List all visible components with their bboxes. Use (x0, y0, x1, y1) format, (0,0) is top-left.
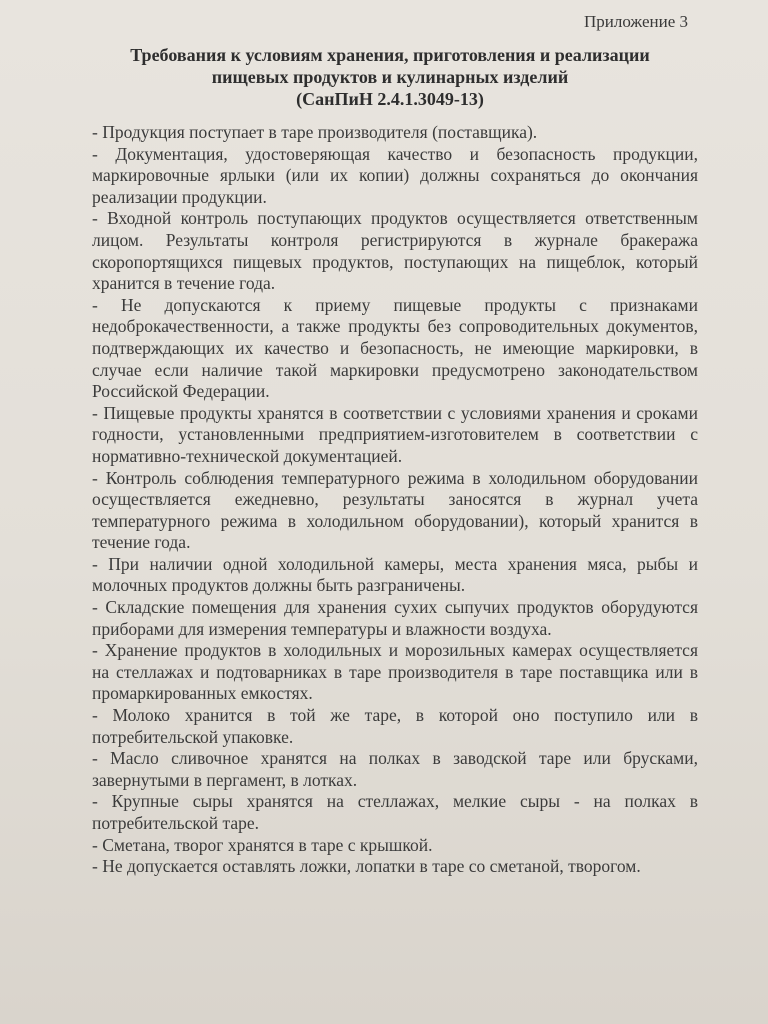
requirement-paragraph: - Не допускается оставлять ложки, лопатки в таре со сметаной, творогом. (92, 856, 641, 877)
requirement-paragraph: - Пищевые продукты хранятся в соответствии с условиями хранения и сроками годности, установленными предприятием-изготовителем в соответствии с нормативно-технической документацией. (92, 402, 698, 466)
requirement-paragraph: - Хранение продуктов в холодильных и морозильных камерах осуществляется на стеллажах и подтоварниках в таре производителя в таре поставщика или в промаркированных емкостях. (92, 640, 698, 704)
requirement-paragraph: - Масло сливочное хранятся на полках в заводской таре или брусками, завернутыми в пергамент, в лотках. (92, 748, 698, 790)
requirement-paragraph: - Продукция поступает в таре производителя (поставщика). (92, 122, 538, 142)
document-title (70, 44, 710, 110)
requirement-paragraph: - Контроль соблюдения температурного режима в холодильном оборудовании осуществляется ежедневно, результаты заносятся в журнал учета температурного режима в холодильном оборудовании), который хранится в течение года. (92, 467, 698, 553)
document-body (92, 122, 698, 878)
requirement-paragraph: - Молоко хранится в той же таре, в которой оно поступило или в потребительской упаковке. (92, 705, 698, 747)
requirement-paragraph: - Крупные сыры хранятся на стеллажах, мелкие сыры - на полках в потребительской таре. (92, 791, 698, 833)
requirement-paragraph: - Сметана, творог хранятся в таре с крышкой. (92, 834, 433, 855)
title-line: (СанПиН 2.4.1.3049-13) (296, 89, 484, 109)
requirement-paragraph: - Входной контроль поступающих продуктов осуществляется ответственным лицом. Результаты контроля регистрируются в журнале бракеража скоропортящихся пищевых продуктов, поступающих на пищеблок, который хранится в течение года. (92, 208, 698, 294)
appendix-label: Приложение 3 (584, 12, 688, 31)
title-line: пищевых продуктов и кулинарных изделий (211, 67, 569, 87)
requirement-paragraph: - Складские помещения для хранения сухих сыпучих продуктов оборудуются приборами для измерения температуры и влажности воздуха. (92, 597, 698, 639)
requirement-paragraph: - При наличии одной холодильной камеры, места хранения мяса, рыбы и молочных продуктов должны быть разграничены. (92, 553, 698, 596)
requirement-paragraph: - Документация, удостоверяющая качество и безопасность продукции, маркировочные ярлыки (или их копии) должны сохраняться до окончания реализации продукции. (92, 143, 698, 207)
requirement-paragraph: - Не допускаются к приему пищевые продукты с признаками недоброкачественности, а также продукты без сопроводительных документов, подтверждающих их качество и безопасность, не имеющие маркировки, в случае если наличие такой маркировки предусмотрено законодательством Российской Федерации. (92, 294, 698, 402)
title-line: Требования к условиям хранения, приготовления и реализации (130, 45, 650, 65)
